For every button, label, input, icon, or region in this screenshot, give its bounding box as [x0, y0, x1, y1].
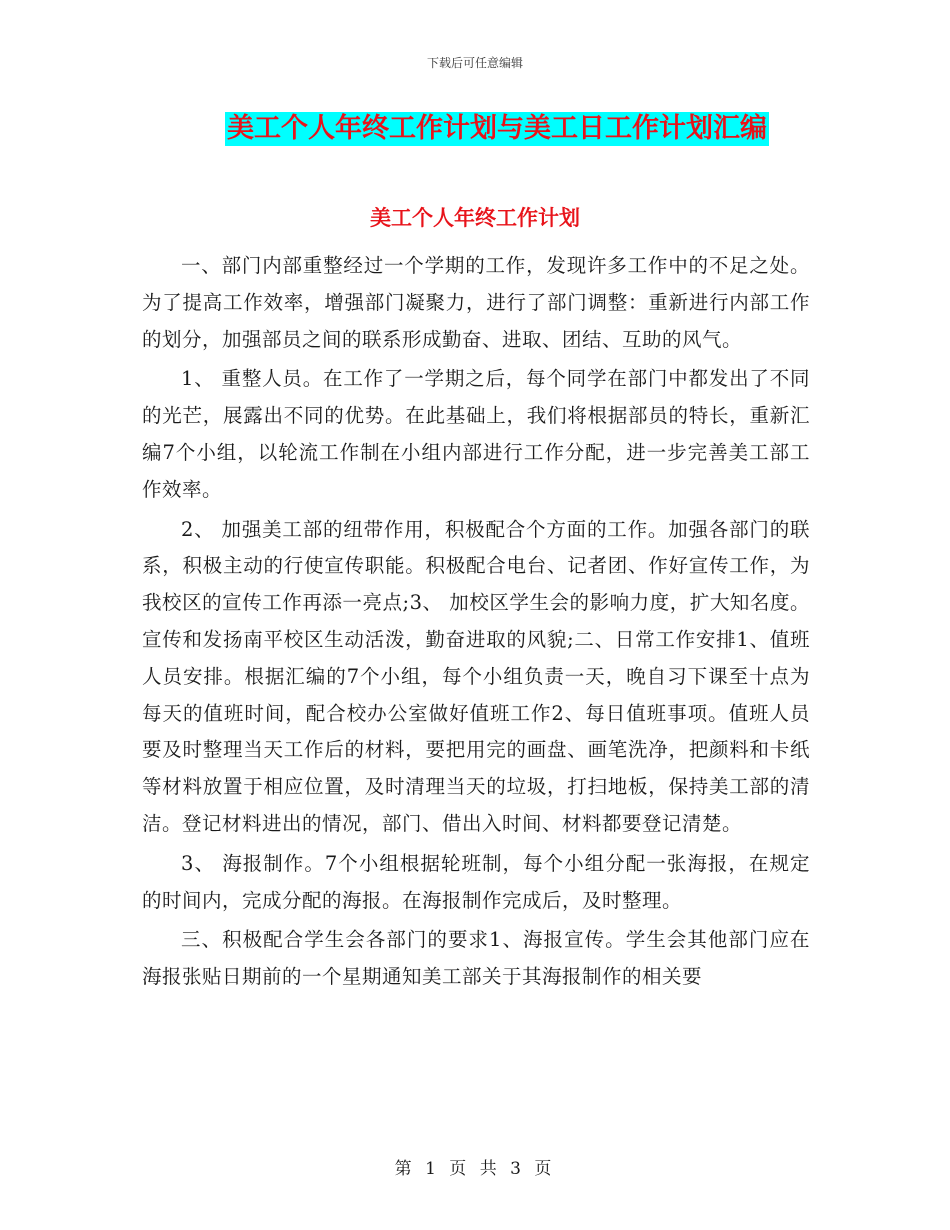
paragraph: 2、 加强美工部的纽带作用，积极配合个方面的工作。加强各部门的联系，积极主动的行使宣传职能。积极配合电台、记者团、作好宣传工作，为我校区的宣传工作再添一亮点;3、 加校区学生会的影响力度，扩大知名度。宣传和发扬南平校区生动活泼，勤奋进取的风貌;二、日常工作安排1、值班人员安排。根据汇编的7个小组，每个小组负责一天，晚自习下课至十点为每天的值班时间，配合校办公室做好值班工作2、每日值班事项。值班人员要及时整理当天工作后的材料，要把用完的画盘、画笔洗净，把颜料和卡纸等材料放置于相应位置，及时清理当天的垃圾，打扫地板，保持美工部的清洁。登记材料进出的情况，部门、借出入时间、材料都要登记清楚。 — [142, 517, 810, 835]
page-footer: 第 1 页 共 3 页 — [394, 1159, 556, 1179]
paragraph: 1、 重整人员。在工作了一学期之后，每个同学在部门中都发出了不同的光芒，展露出不同的优势。在此基础上，我们将根据部员的特长，重新汇编7个小组，以轮流工作制在小组内部进行工作分配，进一步完善美工部工作效率。 — [142, 367, 810, 501]
paragraph: 3、 海报制作。7个小组根据轮班制，每个小组分配一张海报，在规定的时间内，完成分配的海报。在海报制作完成后，及时整理。 — [142, 851, 810, 912]
document-title-wrapper — [0, 112, 950, 146]
header-note: 下载后可任意编辑 — [426, 56, 523, 70]
document-title: 美工个人年终工作计划与美工日工作计划汇编 — [227, 113, 767, 144]
paragraph: 三、积极配合学生会各部门的要求1、海报宣传。学生会其他部门应在海报张贴日期前的一个星期通知美工部关于其海报制作的相关要 — [142, 928, 810, 989]
document-body — [142, 248, 810, 999]
section-title: 美工个人年终工作计划 — [370, 206, 580, 230]
paragraph: 一、部门内部重整经过一个学期的工作，发现许多工作中的不足之处。为了提高工作效率，增强部门凝聚力，进行了部门调整：重新进行内部工作的划分，加强部员之间的联系形成勤奋、进取、团结、互助的风气。 — [142, 254, 810, 351]
